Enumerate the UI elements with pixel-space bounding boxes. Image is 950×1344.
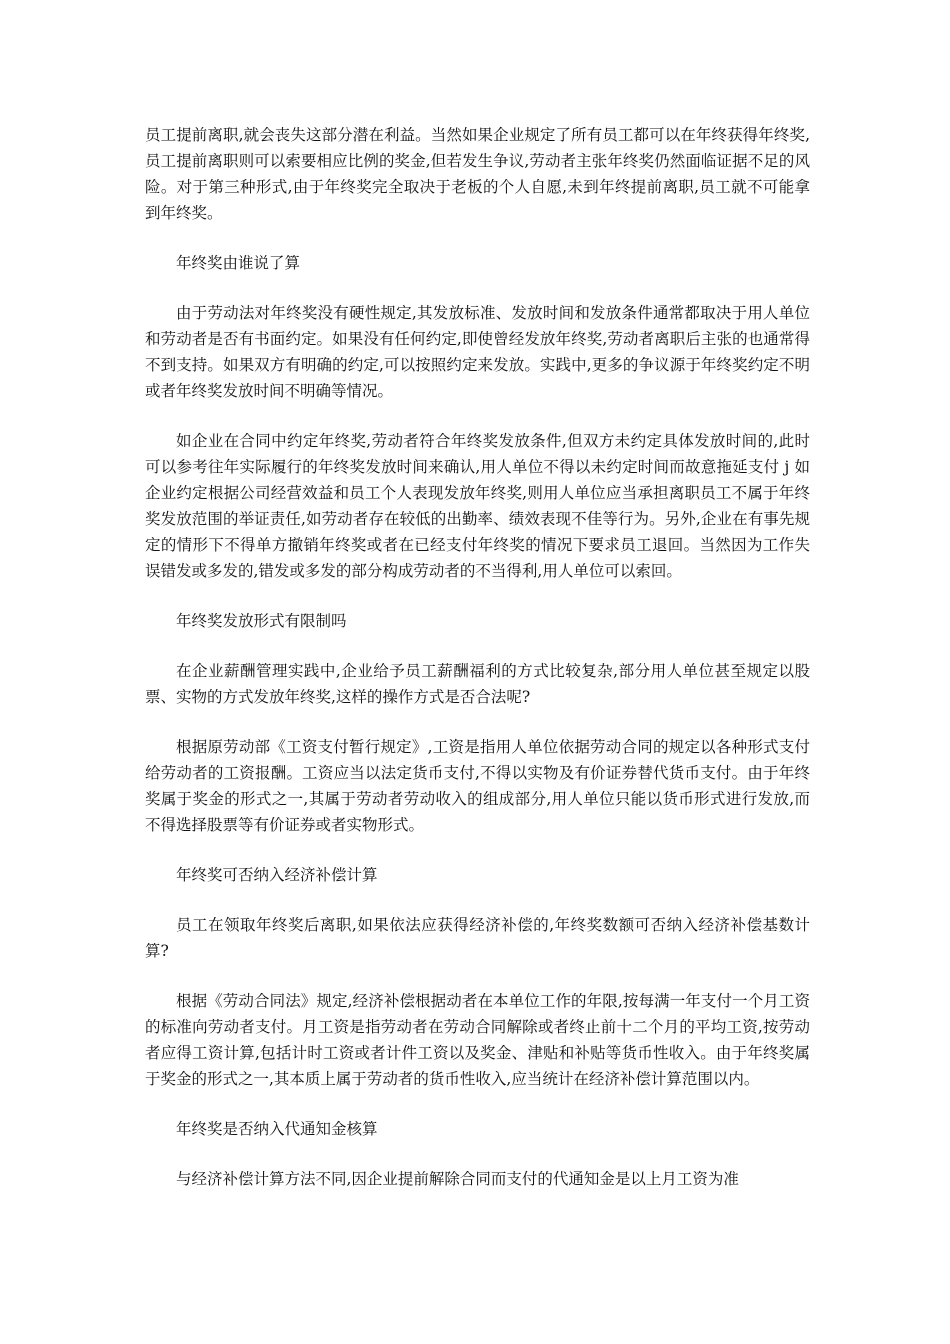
paragraph: 由于劳动法对年终奖没有硬性规定,其发放标准、发放时间和发放条件通常都取决于用人单位和劳动者是否有书面约定。如果没有任何约定,即使曾经发放年终奖,劳动者离职后主张的也通常得不到支持。如果双方有明确的约定,可以按照约定来发放。实践中,更多的争议源于年终奖约定不明或者年终奖发放时间不明确等情况。 (145, 304, 810, 400)
paragraph: 与经济补偿计算方法不同,因企业提前解除合同而支付的代通知金是以上月工资为准 (176, 1170, 739, 1188)
section-heading-who-decides: 年终奖由谁说了算 (176, 254, 301, 272)
paragraph: 在企业薪酬管理实践中,企业给予员工薪酬福利的方式比较复杂,部分用人单位甚至规定以股票、实物的方式发放年终奖,这样的操作方式是否合法呢? (145, 662, 810, 706)
document-body (145, 122, 810, 1216)
paragraph: 如企业在合同中约定年终奖,劳动者符合年终奖发放条件,但双方未约定具体发放时间的,此时可以参考往年实际履行的年终奖发放时间来确认,用人单位不得以未约定时间而故意拖延支付 j 如企业约定根据公司经营效益和员工个人表现发放年终奖,则用人单位应当承担离职员工不属于年终奖发放范围的举证责任,如劳动者存在较低的出勤率、绩效表现不佳等行为。另外,企业在有事先规定的情形下不得单方撤销年终奖或者在已经支付年终奖的情况下要求员工退回。当然因为工作失误错发或多发的,错发或多发的部分构成劳动者的不当得利,用人单位可以索回。 (145, 432, 810, 580)
paragraph: 根据《劳动合同法》规定,经济补偿根据动者在本单位工作的年限,按每满一年支付一个月工资的标准向劳动者支付。月工资是指劳动者在劳动合同解除或者终止前十二个月的平均工资,按劳动者应得工资计算,包括计时工资或者计件工资以及奖金、津贴和补贴等货币性收入。由于年终奖属于奖金的形式之一,其本质上属于劳动者的货币性收入,应当统计在经济补偿计算范围以内。 (145, 992, 810, 1088)
paragraph-continuation: 员工提前离职,就会丧失这部分潜在利益。当然如果企业规定了所有员工都可以在年终获得年终奖,员工提前离职则可以索要相应比例的奖金,但若发生争议,劳动者主张年终奖仍然面临证据不足的风险。对于第三种形式,由于年终奖完全取决于老板的个人自愿,未到年终提前离职,员工就不可能拿到年终奖。 (145, 126, 810, 222)
section-heading-notice-pay: 年终奖是否纳入代通知金核算 (176, 1120, 378, 1138)
paragraph: 员工在领取年终奖后离职,如果依法应获得经济补偿的,年终奖数额可否纳入经济补偿基数计算? (145, 916, 810, 960)
section-heading-economic-compensation: 年终奖可否纳入经济补偿计算 (176, 866, 378, 884)
section-heading-payment-form: 年终奖发放形式有限制吗 (176, 612, 347, 630)
paragraph: 根据原劳动部《工资支付暂行规定》,工资是指用人单位依据劳动合同的规定以各种形式支付给劳动者的工资报酬。工资应当以法定货币支付,不得以实物及有价证券替代货币支付。由于年终奖属于奖金的形式之一,其属于劳动者劳动收入的组成部分,用人单位只能以货币形式进行发放,而不得选择股票等有价证券或者实物形式。 (145, 738, 810, 834)
